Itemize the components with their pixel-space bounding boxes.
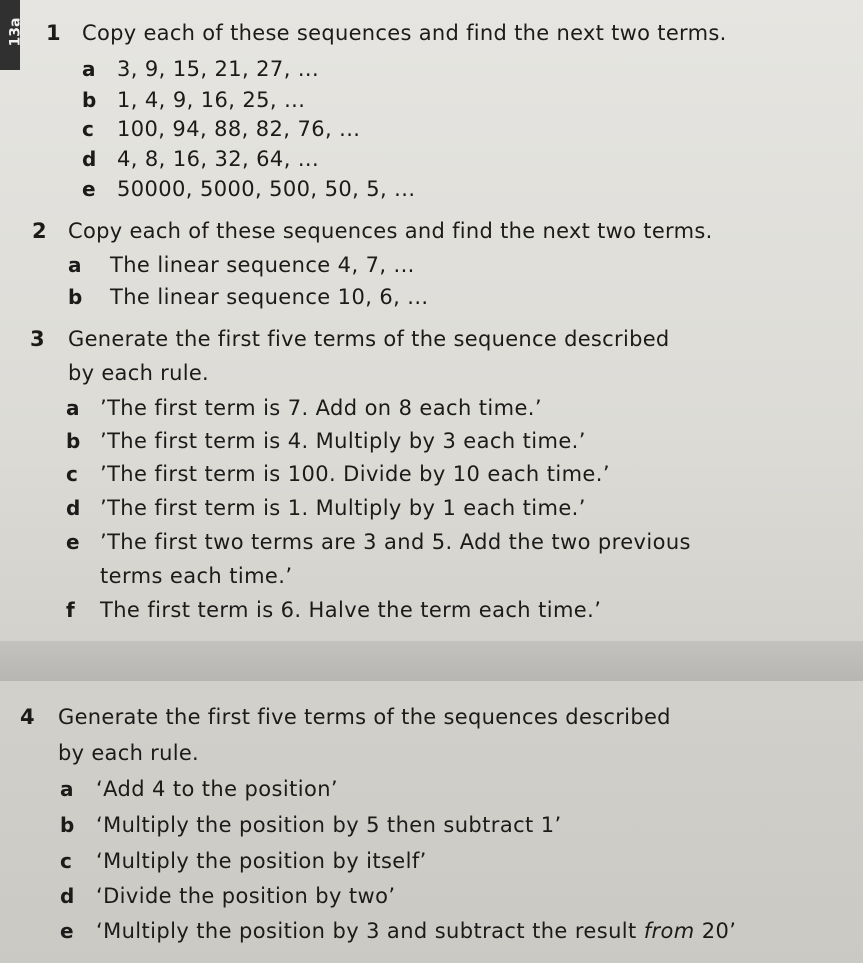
- q1-item-a: 3, 9, 15, 21, 27, ...: [117, 57, 320, 81]
- q1-item-a-letter: a: [82, 57, 96, 81]
- q4-item-e-letter: e: [60, 919, 74, 943]
- q2-number: 2: [32, 219, 47, 243]
- q4-item-c-letter: c: [60, 849, 72, 873]
- q1-item-b-letter: b: [82, 88, 97, 112]
- margin-tab: [0, 0, 24, 70]
- q2-item-a: The linear sequence 4, 7, ...: [110, 253, 415, 277]
- q4-item-e-italic: from: [643, 919, 695, 943]
- q3-item-e: ’The first two terms are 3 and 5. Add the two previous: [100, 530, 691, 554]
- q4-item-b-letter: b: [60, 813, 75, 837]
- q1-item-b: 1, 4, 9, 16, 25, ...: [117, 88, 306, 112]
- q4-item-c: ‘Multiply the position by itself’: [96, 849, 427, 873]
- q3-number: 3: [30, 327, 45, 351]
- q3-item-a: ’The first term is 7. Add on 8 each time.’: [100, 396, 542, 420]
- q4-item-a: ‘Add 4 to the position’: [96, 777, 338, 801]
- page-shadow-band: [0, 641, 863, 681]
- q2-item-b-letter: b: [68, 285, 83, 309]
- q3-item-c-letter: c: [66, 462, 78, 486]
- q4-item-d: ‘Divide the position by two’: [96, 884, 396, 908]
- q3-item-a-letter: a: [66, 396, 80, 420]
- q1-item-d: 4, 8, 16, 32, 64, ...: [117, 147, 320, 171]
- q3-item-f-letter: f: [66, 598, 75, 622]
- margin-tab-label: 13a: [7, 17, 24, 47]
- q4-item-e: [96, 919, 736, 943]
- q3-item-c: ’The first term is 100. Divide by 10 each time.’: [100, 462, 610, 486]
- q4-item-b: ‘Multiply the position by 5 then subtract 1’: [96, 813, 562, 837]
- q4-prompt-line2: by each rule.: [58, 741, 200, 765]
- q3-item-b: ’The first term is 4. Multiply by 3 each time.’: [100, 429, 586, 453]
- q3-item-d-letter: d: [66, 496, 81, 520]
- q1-item-e: 50000, 5000, 500, 50, 5, ...: [117, 177, 416, 201]
- q1-item-e-letter: e: [82, 177, 96, 201]
- q1-prompt: Copy each of these sequences and find the next two terms.: [82, 21, 727, 45]
- q2-item-a-letter: a: [68, 253, 82, 277]
- q1-item-c: 100, 94, 88, 82, 76, ...: [117, 117, 361, 141]
- q4-item-e-end: 20’: [694, 919, 737, 943]
- q3-item-d: ’The first term is 1. Multiply by 1 each time.’: [100, 496, 586, 520]
- q4-item-a-letter: a: [60, 777, 74, 801]
- q2-item-b: The linear sequence 10, 6, ...: [110, 285, 429, 309]
- q4-number: 4: [20, 705, 35, 729]
- q3-item-e-letter: e: [66, 530, 80, 554]
- q2-prompt: Copy each of these sequences and find the next two terms.: [68, 219, 713, 243]
- q4-prompt-line1: Generate the first five terms of the sequences described: [58, 705, 671, 729]
- q4-item-e-main: ‘Multiply the position by 3 and subtract the result: [96, 919, 644, 943]
- q3-item-f: The first term is 6. Halve the term each time.’: [100, 598, 602, 622]
- q3-item-e-continued: terms each time.’: [100, 564, 293, 588]
- q1-item-c-letter: c: [82, 117, 94, 141]
- q1-number: 1: [46, 21, 61, 45]
- q1-item-d-letter: d: [82, 147, 97, 171]
- q3-prompt-line1: Generate the first five terms of the sequence described: [68, 327, 670, 351]
- q3-prompt-line2: by each rule.: [68, 361, 210, 385]
- q3-item-b-letter: b: [66, 429, 81, 453]
- q4-item-d-letter: d: [60, 884, 75, 908]
